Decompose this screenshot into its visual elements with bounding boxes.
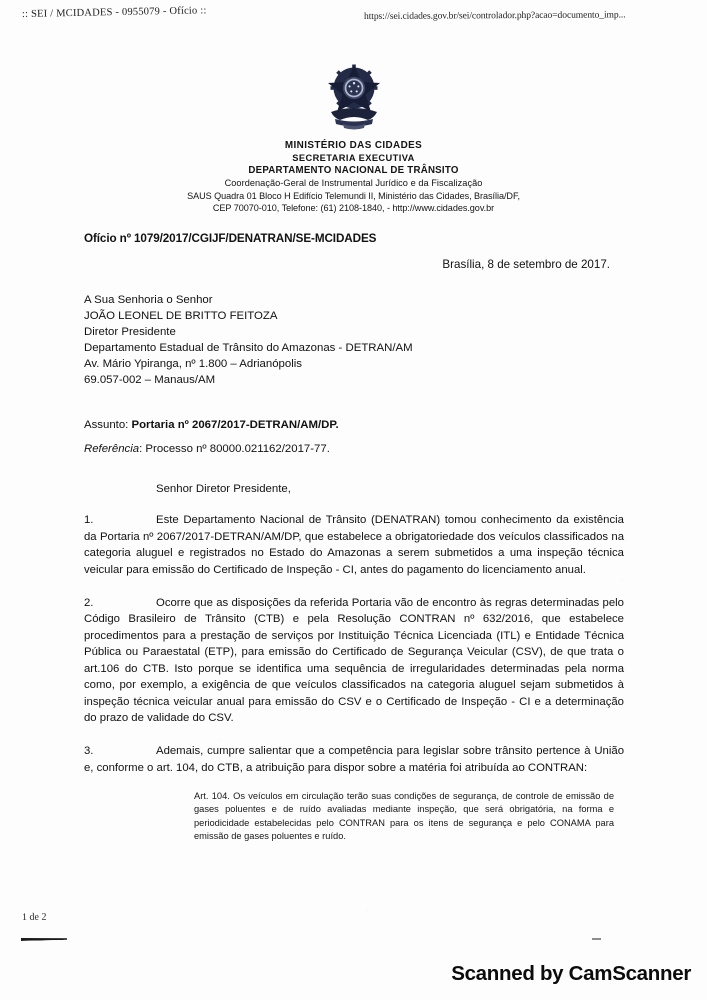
document-body xyxy=(84,232,624,843)
place-and-date: Brasília, 8 de setembro de 2017. xyxy=(442,258,610,271)
paragraph-3-number: 3. xyxy=(84,745,94,758)
addressee-street: Av. Mário Ypiranga, nº 1.800 – Adrianópolis xyxy=(84,357,302,370)
letterhead-line-department: DEPARTAMENTO NACIONAL DE TRÂNSITO xyxy=(248,164,459,176)
letterhead xyxy=(0,62,707,214)
subject-line xyxy=(84,419,624,431)
print-header-document-title: :: SEI / MCIDADES - 0955079 - Ofício :: xyxy=(21,5,207,20)
letterhead-line-ministry: MINISTÉRIO DAS CIDADES xyxy=(284,140,423,151)
oficio-number: Ofício nº 1079/2017/CGIJF/DENATRAN/SE-MCIDADES xyxy=(84,232,377,245)
page-indicator: 1 de 2 xyxy=(21,911,47,923)
addressee-organization: Departamento Estadual de Trânsito do Amazonas - DETRAN/AM xyxy=(84,341,413,354)
subject-block xyxy=(84,419,624,455)
paragraph-2-number: 2. xyxy=(84,597,94,610)
print-header xyxy=(0,5,707,31)
addressee-block xyxy=(84,293,624,388)
letterhead-line-coordination: Coordenação-Geral de Instrumental Jurídico e da Fiscalização xyxy=(224,178,483,189)
paragraph-1-number: 1. xyxy=(84,514,94,527)
paragraph-1 xyxy=(84,512,624,578)
letterhead-line-address: SAUS Quadra 01 Bloco H Edifício Telemundi II, Ministério das Cidades, Brasília/DF, xyxy=(187,190,520,201)
addressee-city: 69.057-002 – Manaus/AM xyxy=(84,373,216,386)
footer-tick-mark xyxy=(592,938,601,940)
footer-rule xyxy=(21,937,67,941)
paragraph-2 xyxy=(84,595,624,726)
greeting: Senhor Diretor Presidente, xyxy=(156,483,291,496)
subject-value: Portaria nº 2067/2017-DETRAN/AM/DP. xyxy=(131,419,339,432)
paragraph-3-text: Ademais, cumpre salientar que a competência para legislar sobre trânsito pertence à União e, conforme o art. 104, do CTB, a atribuição para dispor sobre a matéria foi atribuída ao CONTRAN: xyxy=(84,745,624,774)
addressee-role: Diretor Presidente xyxy=(84,325,176,338)
reference-line xyxy=(84,443,624,455)
paragraph-1-text: Este Departamento Nacional de Trânsito (DENATRAN) tomou conhecimento da existência da Portaria nº 2067/2017-DETRAN/AM/DP, que estabelece a obrigatoriedade dos veículos classificados na categoria aluguel e registrados no Estado do Amazonas a serem submetidos a uma inspeção técnica veicular para emissão do Certificado de Inspeção - CI, antes do pagamento do licenciamento anual. xyxy=(84,514,624,576)
letterhead-line-secretariat: SECRETARIA EXECUTIVA xyxy=(292,153,415,164)
paragraph-2-text: Ocorre que as disposições da referida Portaria vão de encontro às regras determinadas pelo Código Brasileiro de Trânsito (CTB) e pela Resolução CONTRAN nº 632/2016, que estabelece procedimentos para a prestação de serviços por Instituição Técnica Licenciada (ITL) e Entidade Técnica Pública ou Paraestatal (ETP), para emissão do Certificado de Segurança Veicular (CSV), de que trata o art.106 do CTB. Isto porque se identifica uma sequência de irregularidades determinadas pela norma como, por exemplo, a exigência de que veículos classificados na categoria aluguel sejam submetidos à inspeção técnica veicular anual para emissão do CSV e o Certificado de Inspeção - CI e a determinação do prazo de validade do CSV. xyxy=(84,597,624,724)
camscanner-watermark: Scanned by CamScanner xyxy=(451,962,691,985)
legal-quotation-art-104: Art. 104. Os veículos em circulação terão suas condições de segurança, de controle de emissão de gases poluentes e de ruído avaliadas mediante inspeção, que será obrigatória, na forma e periodicidade estabelecidas pelo CONTRAN para os itens de segurança e pelo CONAMA para emissão de gases poluentes e ruído. xyxy=(194,791,614,841)
letterhead-line-contact: CEP 70070-010, Telefone: (61) 2108-1840, - http://www.cidades.gov.br xyxy=(212,203,495,214)
addressee-salutation: A Sua Senhoria o Senhor xyxy=(84,294,213,306)
reference-label: Referência xyxy=(84,443,140,456)
subject-label: Assunto: xyxy=(84,419,129,432)
reference-value: : Processo nº 80000.021162/2017-77. xyxy=(139,443,330,456)
print-header-url: https://sei.cidades.gov.br/sei/controlador.php?acao=documento_imp... xyxy=(363,9,626,22)
paragraph-3 xyxy=(84,743,624,776)
addressee-name: JOÃO LEONEL DE BRITTO FEITOZA xyxy=(84,309,278,322)
brasao-republica-federativa-do-brasil xyxy=(322,62,386,134)
